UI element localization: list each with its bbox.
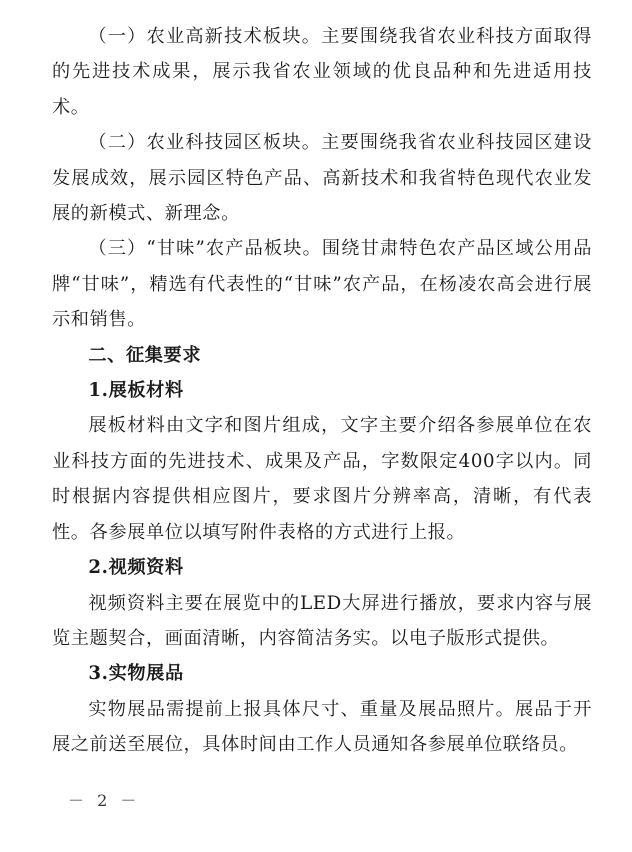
paragraph-ganwei: （三）“甘味”农产品板块。围绕甘肃特色农产品区域公用品牌“甘味”，精选有代表性的“甘味”农产品，在杨凌农高会进行展示和销售。 (52, 238, 592, 331)
paragraph-exhibits: 实物展品需提前上报具体尺寸、重量及展品照片。展品于开展之前送至展位，具体时间由工作人员通知各参展单位联络员。 (52, 698, 592, 756)
paragraph-display-boards: 展板材料由文字和图片组成，文字主要介绍各参展单位在农业科技方面的先进技术、成果及产品，字数限定400字以内。同时根据内容提供相应图片，要求图片分辨率高，清晰，有代表性。各参展单位以填写附件表格的方式进行上报。 (52, 415, 592, 543)
paragraph-agri-hightech: （一）农业高新技术板块。主要围绕我省农业科技方面取得的先进技术成果，展示我省农业领域的优良品种和先进适用技术。 (52, 26, 592, 118)
section-heading-requirements: 二、征集要求 (88, 344, 202, 366)
paragraph-video: 视频资料主要在展览中的LED大屏进行播放，要求内容与展览主题契合，画面清晰，内容简洁务实。以电子版形式提供。 (52, 592, 592, 649)
subheading-exhibits: 3.实物展品 (88, 663, 184, 685)
paragraph-tech-park: （二）农业科技园区板块。主要围绕我省农业科技园区建设发展成效，展示园区特色产品、高新技术和我省特色现代农业发展的新模式、新理念。 (52, 132, 592, 225)
subheading-display-boards: 1.展板材料 (88, 380, 184, 402)
subheading-video: 2.视频资料 (88, 557, 184, 579)
page-number: － 2 － (68, 791, 141, 810)
